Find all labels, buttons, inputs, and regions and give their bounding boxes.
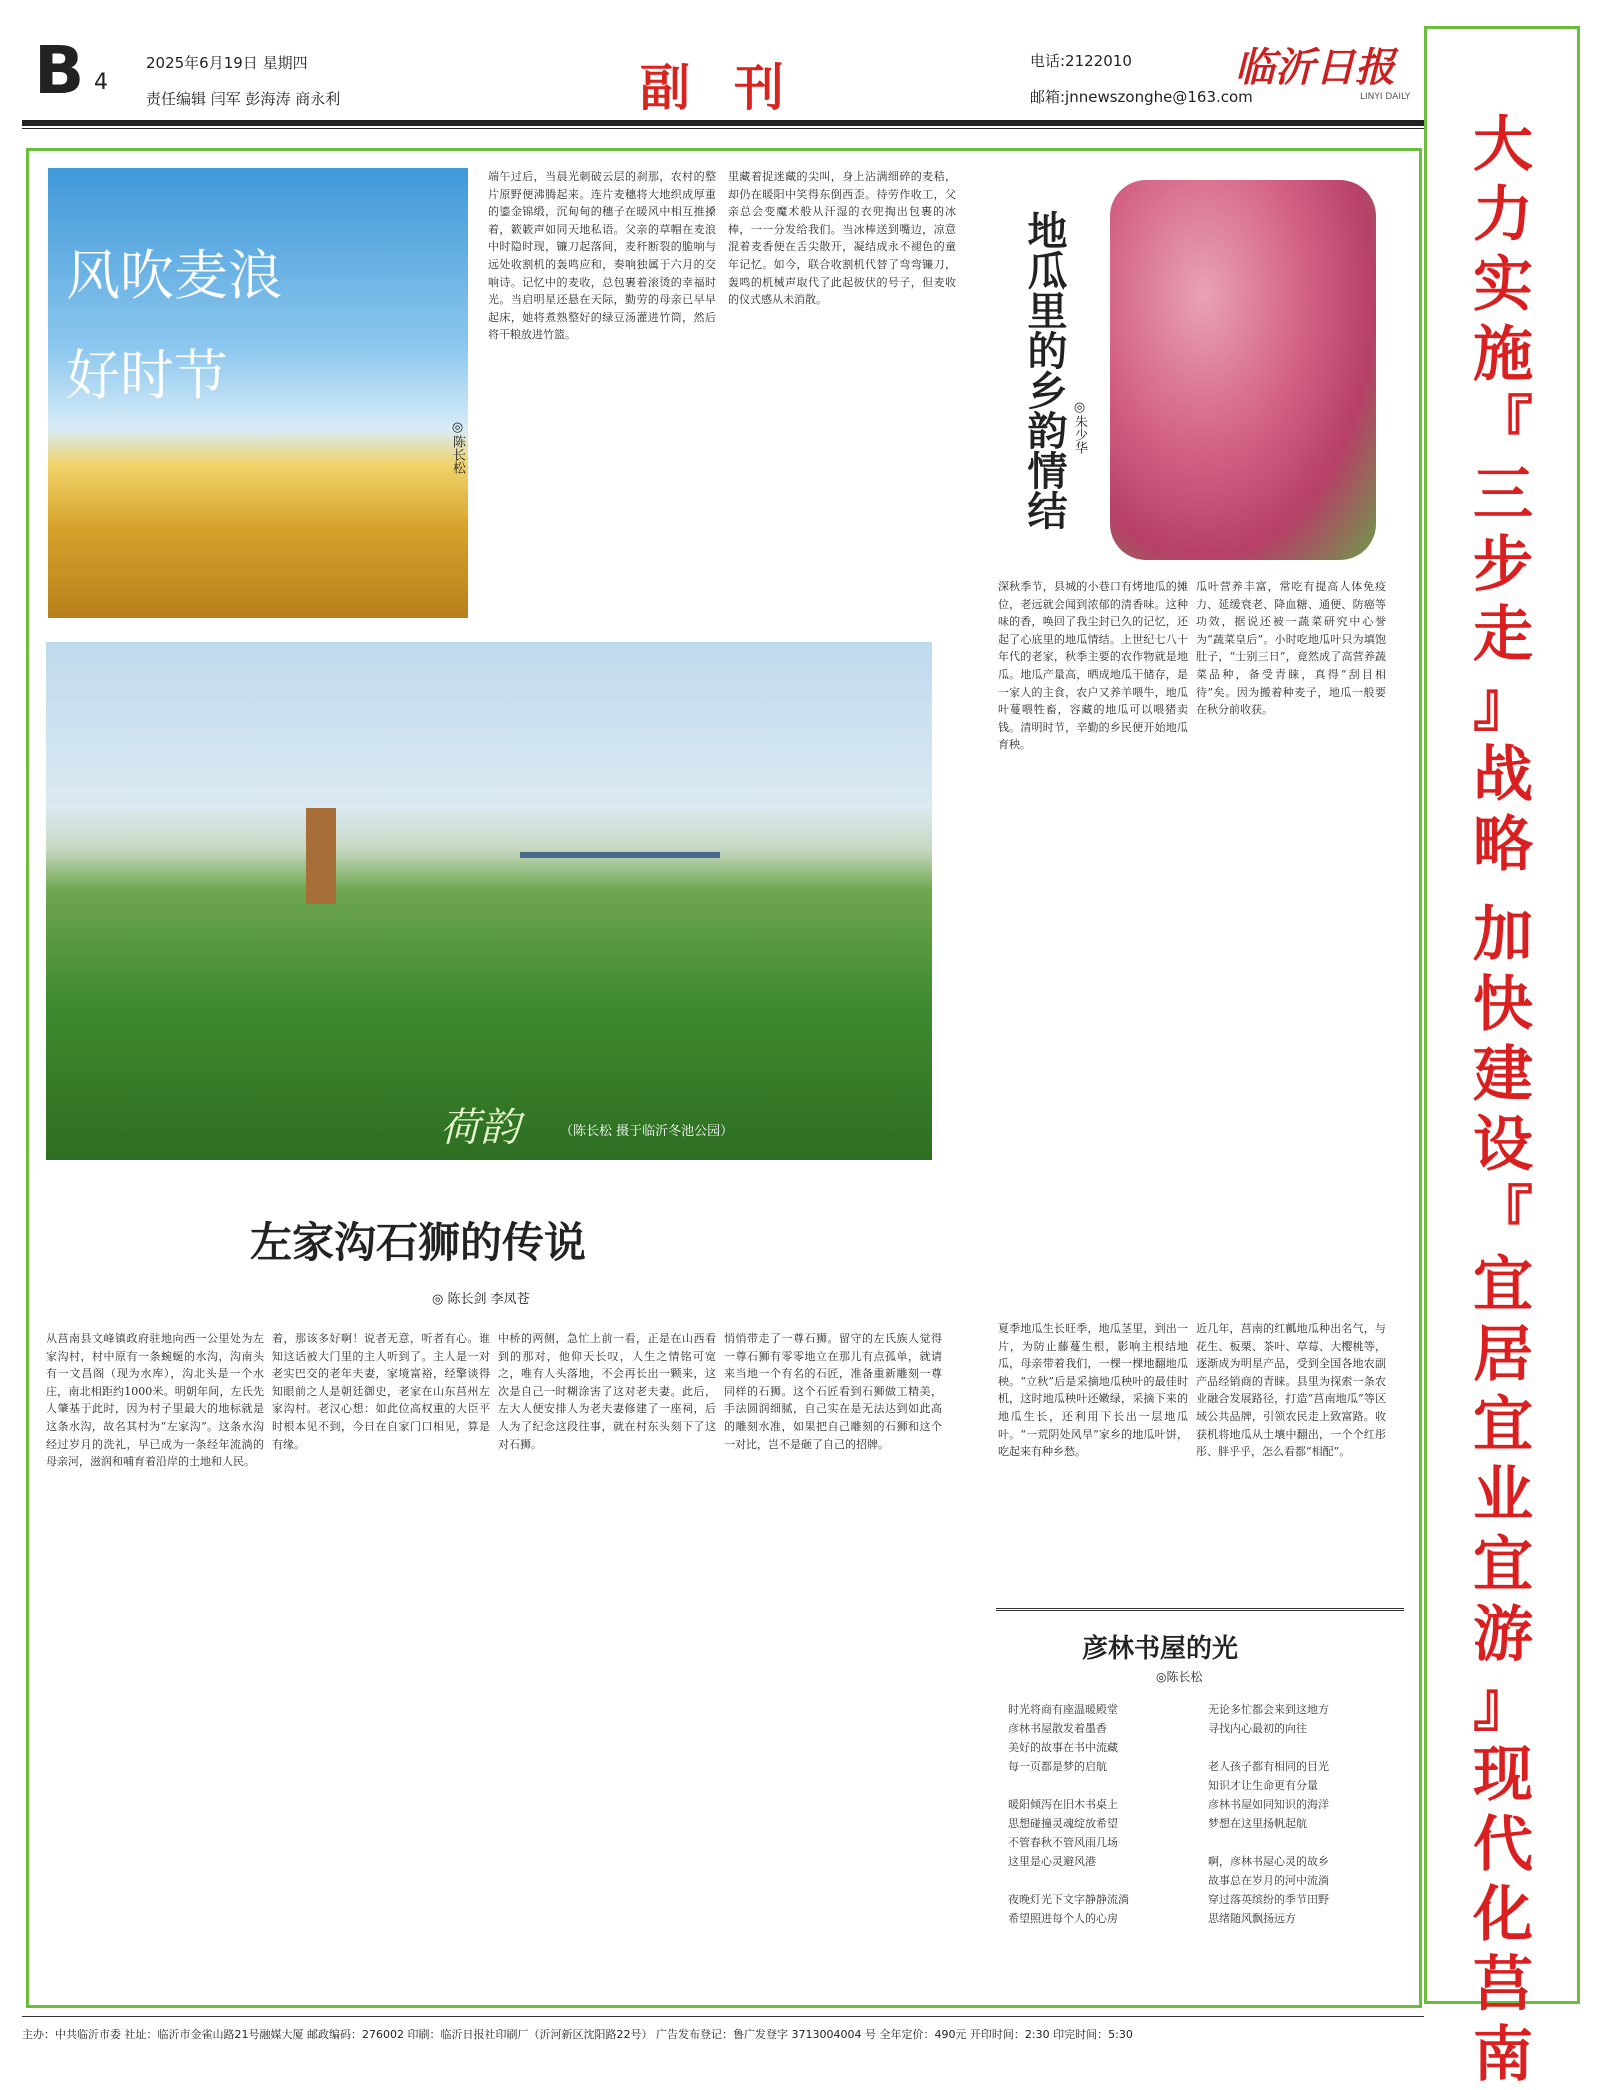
slogan-char: 设 [1473, 1110, 1533, 1180]
potato-author: ◎朱少华 [1072, 400, 1087, 454]
slogan-char: 略 [1473, 810, 1533, 880]
bridge-shape [520, 852, 720, 858]
legend-article-col2: 着，那该多好啊！说者无意，听者有心。谁知这话被大门里的主人听到了。主人是一对老实巴交的老年夫妻，家境富裕，经擎谈得知眼前之人是朝廷御史，老家在山东莒州左家沟村。老汉心想：如此位高权重的大臣平时根本见不到，今日在自家门口相见，算是有缘。 [272, 1332, 490, 1451]
slogan-char: 三 [1473, 460, 1533, 530]
page-letter: B [34, 32, 85, 109]
slogan-char: 业 [1473, 1460, 1533, 1530]
pagoda-shape [306, 808, 336, 904]
slogan-char: 莒 [1473, 1950, 1533, 2020]
legend-article-col3: 中桥的两侧，急忙上前一看，正是在山西看到的那对，他仰天长叹，人生之情铭可宽之，唯有人头落地，不会再长出一颗来，这次是自己一时糊涂害了这对老夫妻。此后，左大人便安排人为老夫妻修建了一座祠，后人为了纪念这段往事，就在村东头刻下了这对石狮。 [498, 1332, 716, 1451]
potato-article-col3: 夏季地瓜生长旺季，地瓜茎里，到出一片，为防止藤蔓生根，影响主根结地瓜，母亲带着我们，一棵一棵地翻地瓜秧。“立秋”后是采摘地瓜秧叶的最佳时机，这时地瓜秧叶还嫩绿，采摘下来的地瓜生长，还利用下长出一层地瓜叶。“一荒阴处风旱”家乡的地瓜叶饼，吃起来有种乡愁。 [998, 1322, 1188, 1459]
lotus-pond-photo [46, 642, 932, 1160]
slogan-char: 走 [1473, 600, 1533, 670]
header-rule-thin [22, 128, 1424, 129]
potato-article-title: 地瓜里的乡韵情结 [1021, 210, 1068, 530]
slogan-char: 化 [1473, 1880, 1533, 1950]
vertical-slogan [1440, 110, 1566, 2090]
newspaper-logo: 临沂日报 [1235, 44, 1395, 91]
slogan-char: 居 [1473, 1320, 1533, 1390]
slogan-char: 大 [1473, 110, 1533, 180]
slogan-char: 施 [1473, 320, 1533, 390]
slogan-char: 南 [1473, 2020, 1533, 2090]
issue-date: 2025年6月19日 星期四 [146, 54, 308, 72]
legend-article-col1: 从莒南县文峰镇政府驻地向西一公里处为左家沟村，村中原有一条蜿蜒的水沟，沟南头有一文昌阁（现为水库），沟北头是一个水庄，南北相距约1000米。明朝年间，左氏先人肇基于此时，因为村子里最大的地标就是这条水沟，故名其村为“左家沟”。这条水沟经过岁月的洗礼，早已成为一条经年流淌的母亲河，滋润和哺育着沿岸的土地和人民。 [46, 1332, 264, 1469]
slogan-char: 游 [1473, 1600, 1533, 1670]
potato-article-col2: 瓜叶营养丰富，常吃有提高人体免疫力、延缓衰老、降血糖、通便、防癌等功效，据说还被一蔬菜研究中心誉为“蔬菜皇后”。小时吃地瓜叶只为填饱肚子，“士别三日”，竟然成了高营养蔬菜品种，备受青睐，真得“刮目相待”矣。因为搬着种麦子，地瓜一般要在秋分前收获。 [1196, 580, 1386, 717]
poem-author: ◎陈长松 [1156, 1670, 1203, 1684]
section-title: 副刊 [640, 58, 828, 117]
slogan-char: 宜 [1473, 1530, 1533, 1600]
wheat-title-line1: 风吹麦浪 [66, 244, 282, 307]
slogan-char: 快 [1473, 970, 1533, 1040]
email-address[interactable]: 邮箱:jnnewszonghe@163.com [1030, 88, 1253, 106]
slogan-char: 『 [1473, 390, 1533, 460]
slogan-char: 『 [1473, 1180, 1533, 1250]
phone-number: 电话:2122010 [1030, 52, 1132, 70]
slogan-char: 建 [1473, 1040, 1533, 1110]
slogan-char: 宜 [1473, 1250, 1533, 1320]
wheat-author: ◎陈长松 [450, 420, 465, 474]
sweet-potato-photo [1110, 180, 1376, 560]
slogan-char: 』 [1473, 670, 1533, 740]
slogan-char [1440, 880, 1566, 900]
footer-rule [22, 2016, 1424, 2017]
editors-line: 责任编辑 闫军 彭海涛 商永利 [146, 90, 341, 108]
slogan-char: 现 [1473, 1740, 1533, 1810]
poem-col2: 无论多忙都会来到这地方 寻找内心最初的向往 老人孩子都有相同的目光 知识才让生命更有分量 彦林书屋如同知识的海洋 梦想在这里扬帆起航 啊，彦林书屋心灵的故乡 故事总在岁月的河中流淌 穿过落英缤纷的季节田野 思绪随风飘扬远方 [1208, 1703, 1329, 1925]
slogan-char: 宜 [1473, 1390, 1533, 1460]
lotus-calligraphy: 荷韵 [440, 1105, 520, 1151]
newspaper-logo-english: LINYI DAILY [1360, 92, 1411, 102]
wheat-article-title [66, 226, 282, 426]
poem-title: 彦林书屋的光 [1082, 1634, 1239, 1664]
slogan-char: 步 [1473, 530, 1533, 600]
slogan-char: 实 [1473, 250, 1533, 320]
slogan-char: 』 [1473, 1670, 1533, 1740]
header-rule [22, 120, 1424, 126]
legend-article-title: 左家沟石狮的传说 [250, 1218, 587, 1267]
slogan-char: 加 [1473, 900, 1533, 970]
slogan-char: 代 [1473, 1810, 1533, 1880]
footer-info: 主办：中共临沂市委 社址：临沂市金雀山路21号融媒大厦 邮政编码：276002 印刷：临沂日报社印刷厂（沂河新区沈阳路22号） 广告发布登记：鲁广发登字 3713004004 号 全年定价：490元 开印时间：2:30 印完时间：5:30 [22, 2028, 1133, 2041]
slogan-char: 力 [1473, 180, 1533, 250]
legend-article-col4: 悄悄带走了一尊石狮。留守的左氏族人觉得一尊石狮有零零地立在那儿有点孤单，就请来当地一个有名的石匠，准备重新雕刻一尊同样的石狮。这个石匠看到石狮做工精美，手法圆润细腻，自己实在是无法达到如此高的雕刻水准，如果把自己雕刻的石狮和这个一对比，岂不是砸了自己的招牌。 [724, 1332, 942, 1451]
wheat-article-col2: 里藏着捉迷藏的尖叫，身上沾满细碎的麦秸，却仍在暖阳中笑得东倒西歪。待劳作收工，父亲总会变魔术般从汗湿的衣兜掏出包裹的冰棒，一一分发给我们。当冰棒送到嘴边，凉意混着麦香便在舌尖散开，凝结成永不褪色的童年记忆。如今，联合收割机代替了弯弯镰刀，轰鸣的机械声取代了此起彼伏的号子，但麦收的仪式感从未消散。 [728, 170, 956, 307]
potato-article-col1: 深秋季节，县城的小巷口有烤地瓜的摊位，老远就会闻到浓郁的清香味。这种味的香，唤回了我尘封已久的记忆，还起了心底里的地瓜情结。上世纪七八十年代的老家，秋季主要的农作物就是地瓜。地瓜产量高，晒成地瓜干储存，是一家人的主食，农户又养羊喂牛，地瓜叶蔓喂牲畜，容藏的地瓜可以喂猪卖钱。清明时节，辛勤的乡民便开始地瓜育秧。 [998, 580, 1188, 752]
poem-col1: 时光将商有座温暖殿堂 彦林书屋散发着墨香 美好的故事在书中流藏 每一页都是梦的启航 暖阳倾泻在旧木书桌上 思想碰撞灵魂绽放希望 不管春秋不管风雨几场 这里是心灵避风港 夜晚灯光下文字静静流淌 希望照进每个人的心房 [1008, 1703, 1129, 1925]
wheat-title-line2: 好时节 [66, 344, 228, 407]
wheat-article-col1: 端午过后，当晨光刺破云层的刹那，农村的整片原野便沸腾起来。连片麦穗将大地织成厚重的鎏金锦缎，沉甸甸的穗子在暖风中相互推搡着，簌簌声如同天地私语。父亲的草帽在麦浪中时隐时现，镰刀起落间，麦秆断裂的脆响与远处收割机的轰鸣应和，奏响独属于六月的交响诗。记忆中的麦收，总包裹着滚烫的幸福时光。当启明星还悬在天际，勤劳的母亲已早早起床，她将煮熟整好的绿豆汤灌进竹筒，然后将干粮放进竹篮。 [488, 170, 716, 342]
slogan-char: 战 [1473, 740, 1533, 810]
potato-article-col4: 近几年，莒南的红瓤地瓜种出名气，与花生、板栗、茶叶、草莓、大樱桃等，逐渐成为明星产品，受到全国各地农副产品经销商的青睐。县里为探索一条农业融合发展路径，打造“莒南地瓜”等区域公共品牌，引领农民走上致富路。收获机将地瓜从土壤中翻出，一个个红彤彤、胖乎乎，怎么看都“相配”。 [1196, 1322, 1386, 1459]
legend-byline: ◎ 陈长剑 李凤苍 [432, 1292, 530, 1307]
lotus-photo-caption: （陈长松 摄于临沂冬池公园） [560, 1124, 734, 1139]
page-number: 4 [94, 70, 108, 95]
